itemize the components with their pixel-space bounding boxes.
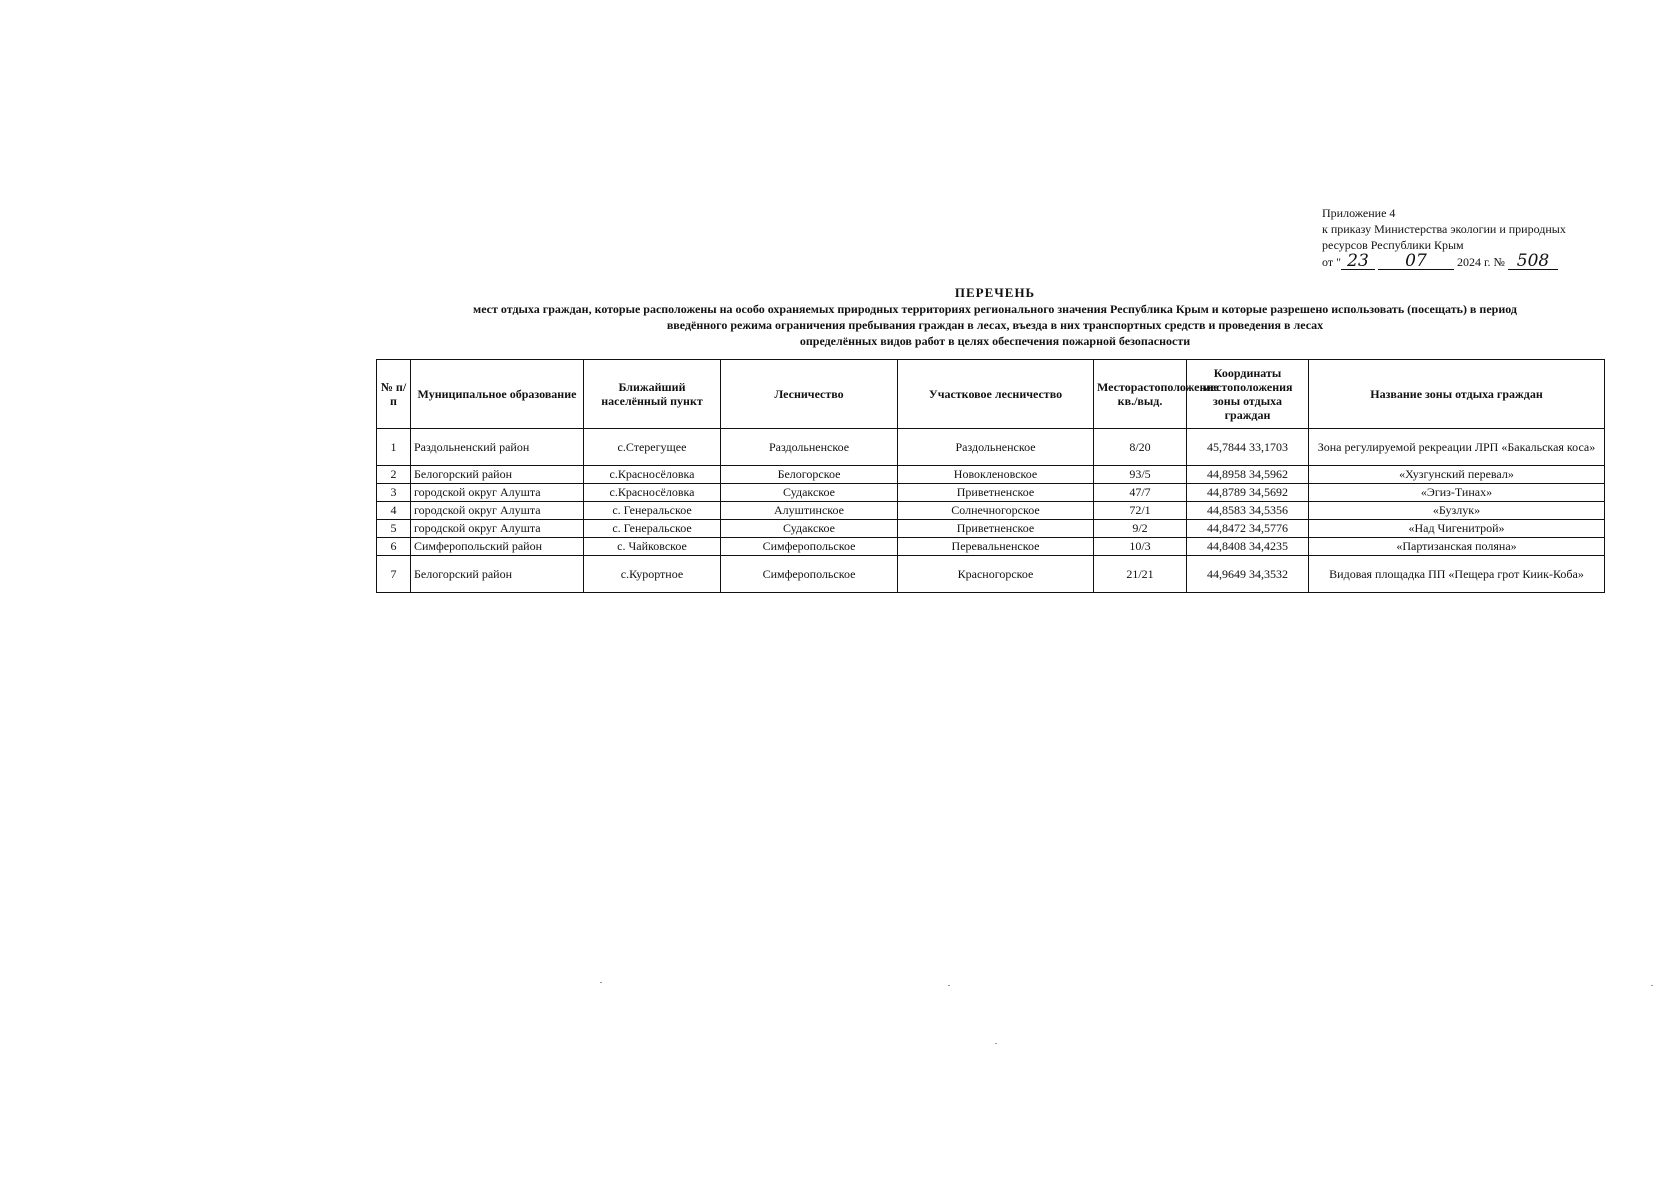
header-settlement: Ближайший населённый пункт xyxy=(584,360,721,429)
cell-settlement: с.Красносёловка xyxy=(584,484,721,502)
cell-number: 2 xyxy=(377,466,411,484)
cell-municipality: Раздольненский район xyxy=(411,429,584,466)
cell-zone-name: «Бузлук» xyxy=(1309,502,1605,520)
cell-coordinates: 44,8583 34,5356 xyxy=(1187,502,1309,520)
header-coordinates: Координаты местоположения зоны отдыха граждан xyxy=(1187,360,1309,429)
scan-speck xyxy=(948,985,950,986)
cell-district-forestry: Приветненское xyxy=(898,520,1094,538)
table-row xyxy=(377,556,1605,593)
cell-zone-name: Зона регулируемой рекреации ЛРП «Бакальская коса» xyxy=(1309,429,1605,466)
cell-zone-name: «Эгиз-Тинах» xyxy=(1309,484,1605,502)
cell-location: 9/2 xyxy=(1094,520,1187,538)
cell-coordinates: 45,7844 33,1703 xyxy=(1187,429,1309,466)
heading-line-2: введённого режима ограничения пребывания граждан в лесах, въезда в них транспортных средств и проведения в лесах xyxy=(666,318,1324,332)
heading-line-1: мест отдыха граждан, которые расположены на особо охраняемых природных территориях регионального значения Республика Крым и которые разрешено использовать (посещать) в период xyxy=(473,302,1517,316)
cell-forestry: Симферопольское xyxy=(721,556,898,593)
cell-municipality: Белогорский район xyxy=(411,556,584,593)
header-municipality: Муниципальное образование xyxy=(411,360,584,429)
table-row xyxy=(377,429,1605,466)
cell-forestry: Судакское xyxy=(721,484,898,502)
cell-zone-name: «Партизанская поляна» xyxy=(1309,538,1605,556)
table-row xyxy=(377,520,1605,538)
cell-district-forestry: Новокленовское xyxy=(898,466,1094,484)
cell-district-forestry: Красногорское xyxy=(898,556,1094,593)
document-heading xyxy=(380,285,1610,349)
cell-zone-name: Видовая площадка ПП «Пещера грот Киик-Коба» xyxy=(1309,556,1605,593)
table-row xyxy=(377,484,1605,502)
appendix-line-1: Приложение 4 xyxy=(1322,206,1396,220)
cell-location: 10/3 xyxy=(1094,538,1187,556)
table-header-row xyxy=(377,360,1605,429)
cell-location: 72/1 xyxy=(1094,502,1187,520)
table-row xyxy=(377,466,1605,484)
cell-forestry: Судакское xyxy=(721,520,898,538)
appendix-line-3: ресурсов Республики Крым xyxy=(1322,238,1464,252)
cell-coordinates: 44,8789 34,5692 xyxy=(1187,484,1309,502)
cell-number: 4 xyxy=(377,502,411,520)
cell-municipality: Симферопольский район xyxy=(411,538,584,556)
cell-number: 7 xyxy=(377,556,411,593)
cell-settlement: с. Чайковское xyxy=(584,538,721,556)
cell-location: 93/5 xyxy=(1094,466,1187,484)
header-district-forestry: Участковое лесничество xyxy=(898,360,1094,429)
document-title: ПЕРЕЧЕНЬ xyxy=(954,285,1036,300)
cell-settlement: с.Стерегущее xyxy=(584,429,721,466)
date-day: 23 xyxy=(1341,253,1375,270)
cell-number: 5 xyxy=(377,520,411,538)
cell-municipality: городской округ Алушта xyxy=(411,520,584,538)
recreation-zones-table xyxy=(376,359,1605,593)
header-number: № п/п xyxy=(377,360,411,429)
cell-number: 6 xyxy=(377,538,411,556)
cell-district-forestry: Солнечногорское xyxy=(898,502,1094,520)
cell-location: 47/7 xyxy=(1094,484,1187,502)
cell-coordinates: 44,8408 34,4235 xyxy=(1187,538,1309,556)
cell-settlement: с. Генеральское xyxy=(584,502,721,520)
cell-coordinates: 44,8958 34,5962 xyxy=(1187,466,1309,484)
cell-forestry: Раздольненское xyxy=(721,429,898,466)
date-year: 2024 г. № xyxy=(1456,255,1506,269)
cell-municipality: городской округ Алушта xyxy=(411,502,584,520)
cell-municipality: Белогорский район xyxy=(411,466,584,484)
scan-speck xyxy=(600,982,602,983)
date-prefix: от " xyxy=(1322,255,1341,269)
appendix-block xyxy=(1322,205,1612,270)
heading-line-3: определённых видов работ в целях обеспечения пожарной безопасности xyxy=(799,334,1191,348)
cell-coordinates: 44,8472 34,5776 xyxy=(1187,520,1309,538)
header-zone-name: Название зоны отдыха граждан xyxy=(1309,360,1605,429)
order-number: 508 xyxy=(1508,253,1558,270)
cell-number: 1 xyxy=(377,429,411,466)
header-forestry: Лесничество xyxy=(721,360,898,429)
cell-settlement: с.Курортное xyxy=(584,556,721,593)
cell-coordinates: 44,9649 34,3532 xyxy=(1187,556,1309,593)
header-location: Месторастоположение кв./выд. xyxy=(1094,360,1187,429)
cell-forestry: Алуштинское xyxy=(721,502,898,520)
cell-location: 21/21 xyxy=(1094,556,1187,593)
cell-forestry: Симферопольское xyxy=(721,538,898,556)
appendix-date-line xyxy=(1322,253,1612,270)
cell-district-forestry: Раздольненское xyxy=(898,429,1094,466)
cell-zone-name: «Над Чигенитрой» xyxy=(1309,520,1605,538)
cell-zone-name: «Хузгунский перевал» xyxy=(1309,466,1605,484)
cell-municipality: городской округ Алушта xyxy=(411,484,584,502)
cell-settlement: с.Красносёловка xyxy=(584,466,721,484)
cell-settlement: с. Генеральское xyxy=(584,520,721,538)
appendix-line-2: к приказу Министерства экологии и природных xyxy=(1322,222,1566,236)
scan-speck xyxy=(1651,985,1653,986)
cell-district-forestry: Перевальненское xyxy=(898,538,1094,556)
cell-forestry: Белогорское xyxy=(721,466,898,484)
table-row xyxy=(377,538,1605,556)
date-month: 07 xyxy=(1378,253,1454,270)
cell-district-forestry: Приветненское xyxy=(898,484,1094,502)
cell-number: 3 xyxy=(377,484,411,502)
scan-speck xyxy=(995,1043,997,1044)
table-row xyxy=(377,502,1605,520)
cell-location: 8/20 xyxy=(1094,429,1187,466)
